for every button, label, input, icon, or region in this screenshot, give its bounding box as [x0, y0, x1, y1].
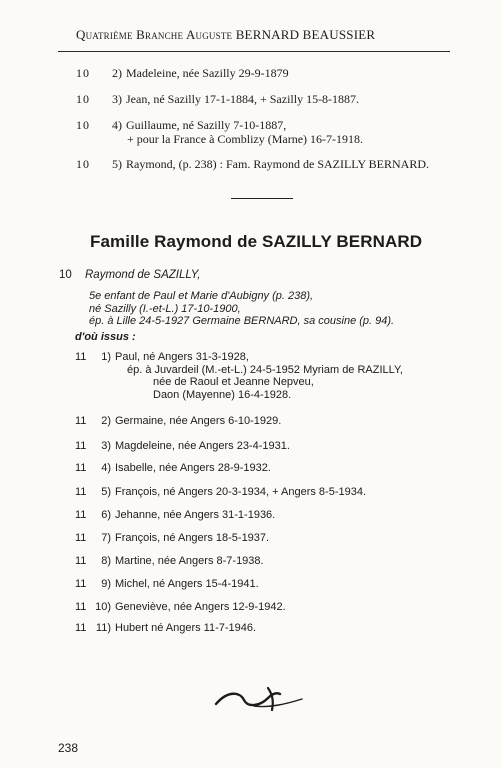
running-head-branch: Quatrième Branche Auguste	[76, 27, 233, 42]
main-entry-head	[59, 268, 201, 282]
entry-continuation: + pour la France à Comblizy (Marne) 16-7-1918.	[127, 132, 364, 146]
entry-number: 3)	[112, 92, 122, 106]
generation-number: 11	[75, 462, 87, 474]
child-entry	[75, 555, 264, 568]
child-entry	[75, 509, 275, 522]
child-number: 7)	[101, 532, 111, 544]
entry-text: Madeleine, née Sazilly 29-9-1879	[126, 66, 289, 80]
generation-number: 11	[75, 415, 87, 427]
generation-number: 10	[76, 92, 90, 106]
generation-number: 11	[75, 440, 87, 452]
child-text: Geneviève, née Angers 12-9-1942.	[115, 601, 286, 613]
child-number: 1)	[101, 351, 111, 363]
child-number: 4)	[101, 462, 111, 474]
detail-marriage: ép. à Lille 24-5-1927 Germaine BERNARD, sa cousine (p. 94).	[89, 315, 395, 327]
child-spouse-parents: née de Raoul et Jeanne Nepveu,	[153, 376, 314, 388]
child-number: 3)	[101, 440, 111, 452]
generation-number: 11	[75, 555, 87, 567]
child-number: 8)	[101, 555, 111, 567]
generation-number: 10	[76, 118, 90, 132]
child-text: Paul, né Angers 31-3-1928,	[115, 351, 249, 363]
child-entry	[75, 462, 271, 475]
tailpiece-ornament	[214, 684, 306, 714]
generation-number: 10	[76, 157, 90, 171]
child-number: 10)	[95, 601, 111, 613]
child-text: Germaine, née Angers 6-10-1929.	[115, 415, 282, 427]
child-entry	[75, 415, 281, 428]
child-text: Hubert né Angers 11-7-1946.	[115, 622, 257, 634]
child-spouse-birth: Daon (Mayenne) 16-4-1928.	[153, 388, 292, 401]
entry-jean	[76, 92, 359, 106]
family-title: Famille Raymond de SAZILLY BERNARD	[90, 232, 423, 251]
child-text: Jehanne, née Angers 31-1-1936.	[115, 509, 276, 521]
entry-text: Guillaume, né Sazilly 7-10-1887,	[126, 118, 287, 132]
child-text: Isabelle, née Angers 28-9-1932.	[115, 462, 271, 474]
generation-number: 10	[59, 269, 72, 281]
detail-parents: 5e enfant de Paul et Marie d'Aubigny (p. 238),	[89, 290, 314, 302]
child-number: 2)	[101, 415, 111, 427]
child-entry	[75, 578, 259, 591]
entry-number: 2)	[112, 66, 122, 80]
child-entry	[75, 622, 256, 635]
generation-number: 11	[75, 601, 87, 613]
generation-number: 11	[75, 351, 87, 363]
main-entry-name: Raymond de SAZILLY,	[85, 269, 201, 281]
child-entry	[75, 486, 366, 499]
child-text: François, né Angers 18-5-1937.	[115, 532, 270, 544]
child-number: 5)	[101, 486, 111, 498]
entry-number: 5)	[112, 157, 122, 171]
child-number: 6)	[101, 509, 111, 521]
page-number: 238	[58, 741, 79, 755]
children-intro: d'où issus :	[75, 331, 136, 343]
child-text: François, né Angers 20-3-1934, + Angers 8-5-1934.	[115, 486, 367, 498]
generation-number: 11	[75, 486, 87, 498]
entry-text: Jean, né Sazilly 17-1-1884, + Sazilly 15-8-1887.	[126, 92, 360, 106]
child-entry	[75, 601, 286, 614]
child-text: Martine, née Angers 8-7-1938.	[115, 555, 264, 567]
header-rule	[58, 51, 450, 52]
generation-number: 11	[75, 509, 87, 521]
child-number: 11)	[95, 622, 111, 634]
running-head-family: BERNARD BEAUSSIER	[235, 27, 376, 42]
detail-birth: né Sazilly (I.-et-L.) 17-10-1900,	[89, 302, 241, 315]
generation-number: 11	[75, 622, 87, 634]
entry-number: 4)	[112, 118, 122, 132]
child-text: Magdeleine, née Angers 23-4-1931.	[115, 440, 290, 452]
child-entry-paul	[75, 351, 403, 401]
child-marriage: ép. à Juvardeil (M.-et-L.) 24-5-1952 Myriam de RAZILLY,	[127, 363, 403, 376]
child-entry	[75, 532, 269, 545]
entry-madeleine	[76, 66, 289, 80]
section-divider	[231, 198, 293, 199]
generation-number: 10	[76, 66, 90, 80]
generation-number: 11	[75, 532, 87, 544]
child-text: Michel, né Angers 15-4-1941.	[115, 578, 259, 590]
entry-text: Raymond, (p. 238) : Fam. Raymond de SAZILLY BERNARD.	[126, 157, 429, 171]
child-number: 9)	[101, 578, 111, 590]
entry-raymond-ref	[76, 157, 429, 171]
main-entry-details	[89, 290, 394, 328]
running-head	[76, 27, 448, 43]
child-entry	[75, 440, 290, 453]
entry-guillaume	[76, 118, 363, 146]
generation-number: 11	[75, 578, 87, 590]
